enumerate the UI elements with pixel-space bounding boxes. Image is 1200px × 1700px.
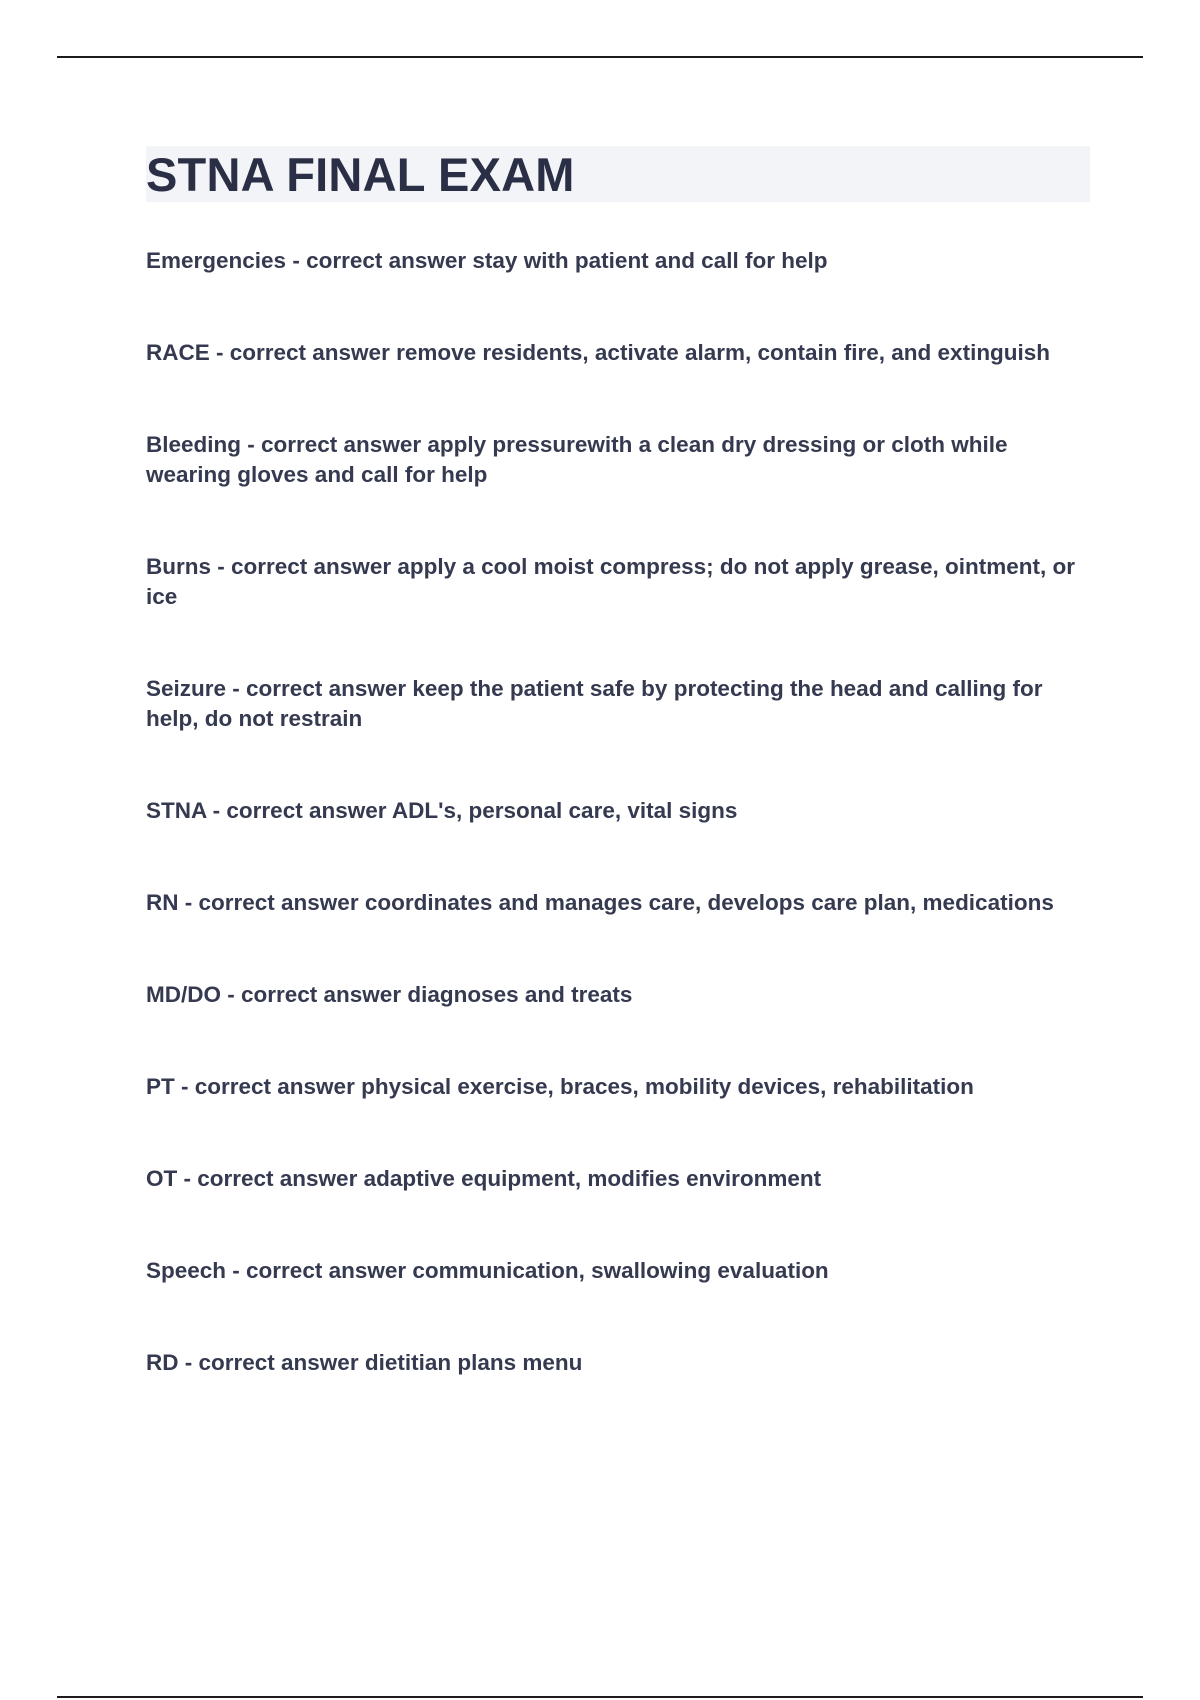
- title-band: [146, 146, 1090, 202]
- qa-item-rn: RN - correct answer coordinates and manages care, develops care plan, medications: [146, 890, 1054, 915]
- qa-item-stna: STNA - correct answer ADL's, personal care, vital signs: [146, 798, 738, 823]
- qa-item-speech: Speech - correct answer communication, swallowing evaluation: [146, 1258, 829, 1283]
- qa-item-pt: PT - correct answer physical exercise, braces, mobility devices, rehabilitation: [146, 1074, 974, 1099]
- qa-item-burns: Burns - correct answer apply a cool moist compress; do not apply grease, ointment, or ice: [146, 554, 1075, 609]
- qa-item-rd: RD - correct answer dietitian plans menu: [146, 1350, 583, 1375]
- bottom-rule: [57, 1696, 1143, 1698]
- document-body: [146, 146, 1090, 1440]
- qa-item-race: RACE - correct answer remove residents, activate alarm, contain fire, and extinguish: [146, 340, 1051, 365]
- qa-item-seizure: Seizure - correct answer keep the patient safe by protecting the head and calling for help, do not restrain: [146, 676, 1043, 731]
- qa-item-emergencies: Emergencies - correct answer stay with patient and call for help: [146, 248, 828, 273]
- qa-item-ot: OT - correct answer adaptive equipment, modifies environment: [146, 1166, 822, 1191]
- qa-item-bleeding: Bleeding - correct answer apply pressurewith a clean dry dressing or cloth while wearing gloves and call for help: [146, 432, 1008, 487]
- qa-item-md-do: MD/DO - correct answer diagnoses and treats: [146, 982, 633, 1007]
- page-title: STNA FINAL EXAM: [146, 147, 575, 201]
- top-rule: [57, 56, 1143, 58]
- qa-list: [146, 246, 1090, 1378]
